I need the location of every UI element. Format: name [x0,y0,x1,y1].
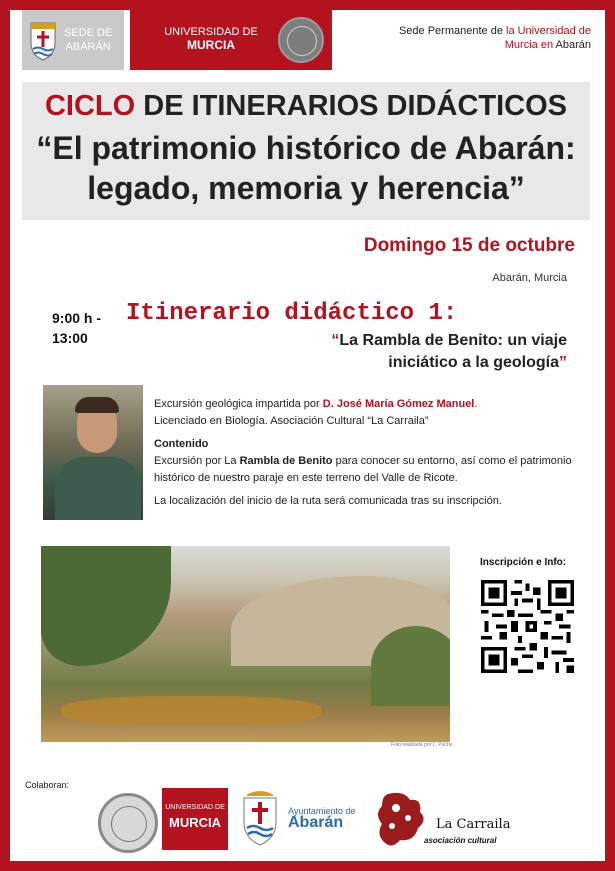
rambla-photo [41,546,450,742]
location-note: La localización del inicio de la ruta será comunicada tras su inscripción. [154,495,502,507]
abaran-shield-icon [28,19,58,61]
universidad-murcia-logo [130,10,332,70]
university-seal-icon [278,17,324,63]
speaker-line [154,396,574,413]
footer-carraila-name: La Carraila [436,817,511,832]
quote-line1: “El patrimonio histórico de Abarán: [36,130,576,166]
subtitle-line1: La Rambla de Benito: un viaje [339,332,567,349]
photo-bushes [371,626,450,706]
content-heading: Contenido [154,438,209,450]
sede-abaran-logo [22,10,124,70]
time-line2: 13:00 [52,330,88,346]
um-logo-line2: MURCIA [187,38,235,52]
footer-abaran-shield-icon [240,788,280,846]
speaker-torso [55,457,141,520]
event-place: Abarán, Murcia [492,272,567,284]
speaker-hair [75,397,119,413]
carraila-mark-icon [374,790,430,852]
subtitle-open-quote: “ [331,332,340,349]
itinerary-subtitle [247,330,567,374]
sede-perm-part4: Abarán [555,39,591,51]
sede-perm-part1: Sede Permanente de [398,25,506,37]
sede-perm-part3: Murcia en [504,39,556,51]
footer-um-big: MURCIA [169,815,221,830]
content-text [154,453,574,487]
photo-trees [41,546,171,666]
cycle-quote [22,128,590,208]
footer-um-logo [162,788,228,850]
speaker-name: D. José María Gómez Manuel [322,398,475,410]
content-b: para conocer su entorno, así como el patrimonio histórico de nuestro paraje en este terreno del Valle de Ricote. [154,455,572,484]
content-a: Excursión por La [154,455,240,467]
qr-code-icon[interactable] [481,580,574,673]
footer-ayuntamiento-logo [288,806,356,831]
footer-ayto-big: Abarán [288,814,344,831]
subtitle-line2: iniciático a la geología [388,354,559,371]
footer-university-seal-icon [98,793,158,853]
footer-carraila-sub: asociación cultural [424,836,497,845]
footer-um-small: UNIVERSIDAD DE [165,804,225,811]
ciclo-word: CICLO [44,90,136,122]
sede-logo-line1: SEDE DE [64,27,113,39]
event-time [52,308,132,348]
event-description [154,396,574,510]
sede-permanente-text [381,24,591,52]
photo-credit: Foto realizada por L. Puche [391,742,453,748]
photo-stream [61,696,321,726]
footer-ayto-small: Ayuntamiento de [288,806,356,816]
time-line1: 9:00 h - [52,310,102,326]
um-logo-line1: UNIVERSIDAD DE [164,26,258,38]
speaker-role: Licenciado en Biología. Asociación Cultural “La Carraila” [154,415,429,427]
itinerary-heading: Itinerario didáctico 1: [126,300,458,327]
cycle-title [22,90,590,123]
registration-label: Inscripción e Info: [480,557,567,568]
sede-perm-part2: la Universidad de [506,25,591,37]
subtitle-close-quote: ” [559,354,567,371]
title-band [22,82,590,220]
speaker-photo [43,385,143,520]
desc-intro-end: . [474,398,478,410]
colaboran-label: Colaboran: [25,780,70,790]
desc-intro: Excursión geológica impartida por [154,398,323,410]
event-date: Domingo 15 de octubre [363,235,575,256]
cycle-title-rest: DE ITINERARIOS DIDÁCTICOS [135,90,568,122]
sede-logo-line2: ABARÁN [65,41,111,53]
content-place: Rambla de Benito [239,455,333,467]
quote-line2: legado, memoria y herencia” [87,170,525,206]
